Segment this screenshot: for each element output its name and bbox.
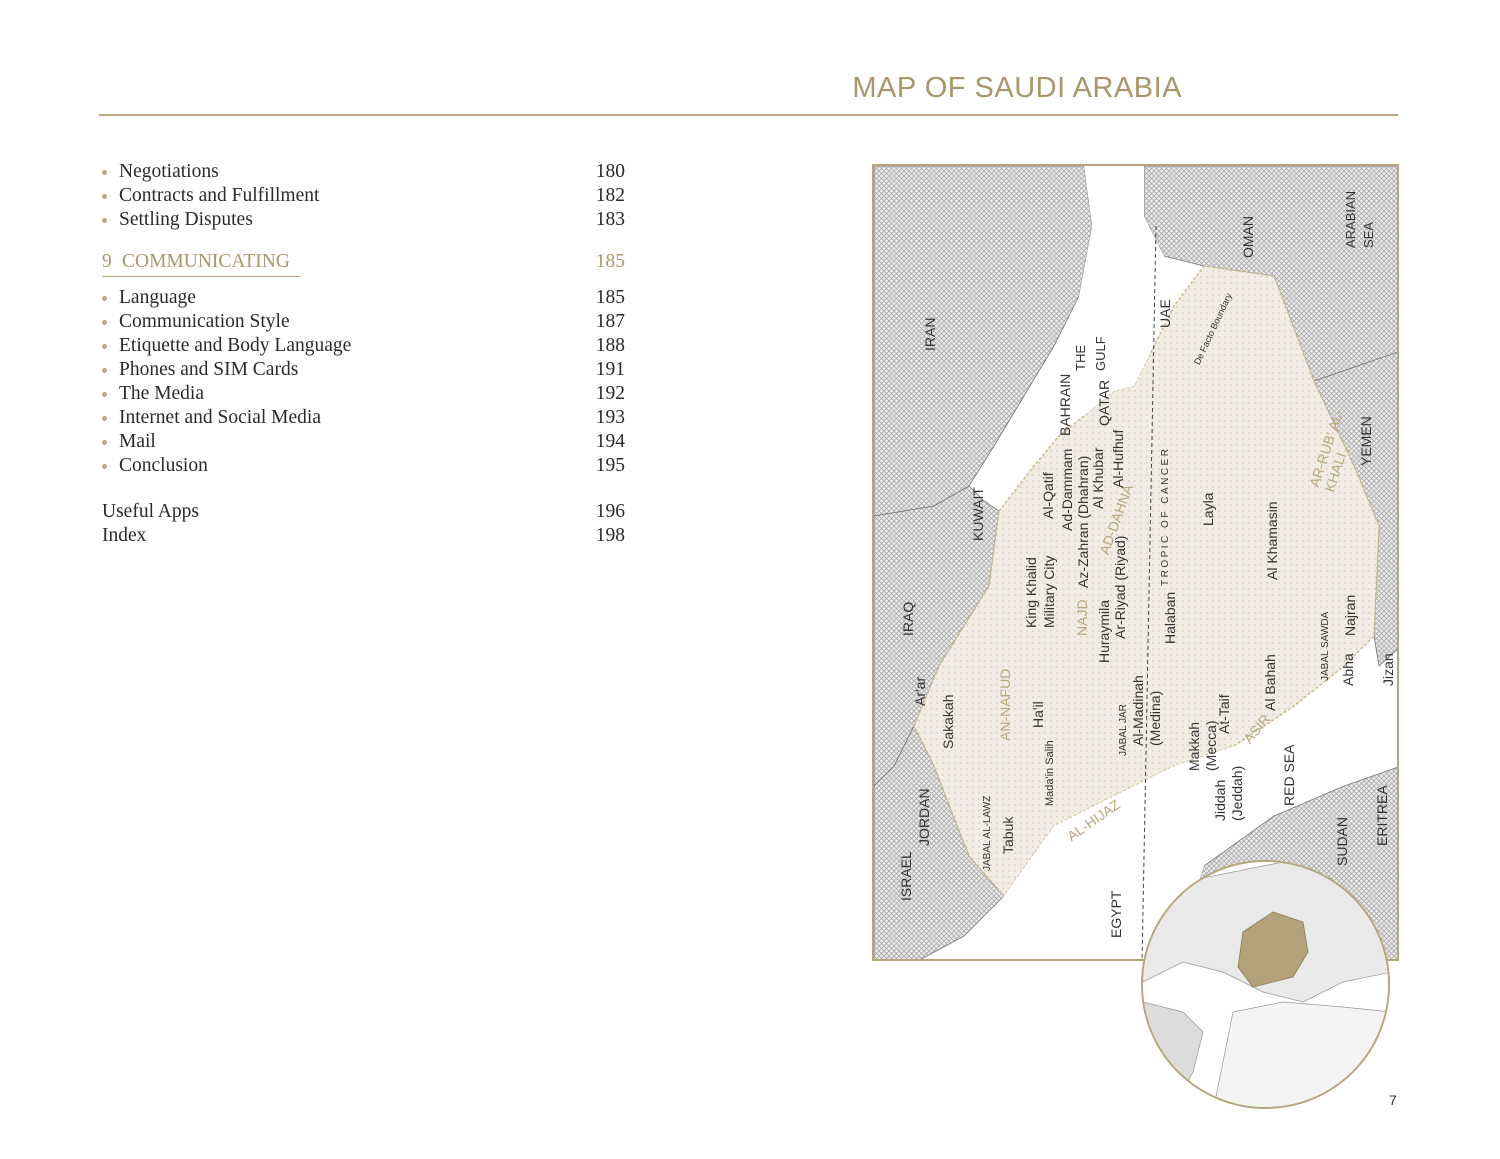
map-labels: [874, 166, 1399, 961]
map-label-madain-salih: Mada'in Salih: [1044, 740, 1056, 806]
toc-item[interactable]: [102, 208, 627, 232]
map-label-layla: Layla: [1200, 492, 1216, 526]
toc-item[interactable]: [102, 500, 627, 524]
map-label-ad-dammam: Ad-Dammam: [1059, 448, 1075, 531]
bullet-icon: [102, 368, 107, 373]
toc-item-label: Useful Apps: [102, 501, 199, 522]
map-label-arabian-sea: ARABIAN SEA: [1343, 190, 1376, 248]
bullet-icon: [102, 392, 107, 397]
toc-item-page: 193: [595, 407, 625, 428]
map-label-qatar: QATAR: [1096, 379, 1112, 426]
page-number: 7: [1389, 1092, 1397, 1108]
bullet-icon: [102, 320, 107, 325]
map-label-sakakah: Sakakah: [940, 694, 956, 749]
bullet-icon: [102, 344, 107, 349]
toc-item[interactable]: [102, 310, 627, 334]
map-label-az-zahran: Az-Zahran (Dhahran): [1075, 455, 1091, 588]
map-label-jabal-jar: JABAL JAR: [1118, 704, 1129, 756]
toc-item-page: 191: [595, 359, 625, 380]
bullet-icon: [102, 464, 107, 469]
toc-item[interactable]: [102, 430, 627, 454]
table-of-contents: [102, 160, 627, 548]
bullet-icon: [102, 296, 107, 301]
page-title: MAP OF SAUDI ARABIA: [852, 72, 1182, 104]
map-label-jizan: Jizan: [1380, 653, 1396, 686]
locator-globe: [1141, 860, 1390, 1109]
map-of-saudi-arabia: [872, 164, 1399, 961]
map-label-tropic-of-cancer: TROPIC OF CANCER: [1160, 446, 1171, 586]
toc-item-page: 185: [595, 287, 625, 308]
toc-item-page: 198: [595, 525, 625, 546]
chapter-heading[interactable]: [102, 248, 627, 276]
toc-item-label: The Media: [119, 383, 205, 404]
map-label-al-hijaz: AL-HIJAZ: [1064, 796, 1123, 845]
map-label-arar: Ar'ar: [912, 676, 928, 706]
map-label-red-sea: RED SEA: [1281, 744, 1297, 806]
map-label-kuwait: KUWAIT: [970, 487, 986, 541]
globe-land-3: [1213, 1002, 1390, 1109]
bullet-icon: [102, 440, 107, 445]
toc-item-page: 194: [595, 431, 625, 452]
map-label-abha: Abha: [1340, 653, 1356, 686]
toc-item[interactable]: [102, 524, 627, 548]
toc-item[interactable]: [102, 454, 627, 478]
bullet-icon: [102, 218, 107, 223]
map-label-al-hufhuf: Al-Hufhuf: [1110, 429, 1126, 488]
map-label-huraymila: Huraymila: [1096, 599, 1112, 663]
bullet-icon: [102, 194, 107, 199]
map-label-sudan: SUDAN: [1334, 816, 1350, 866]
toc-item-label: Settling Disputes: [119, 209, 253, 230]
map-label-the-gulf: THE GULF: [1073, 336, 1108, 371]
bullet-icon: [102, 416, 107, 421]
map-label-ar-rub-al-khali: AR-RUB' AL-KHALI: [1306, 406, 1349, 494]
map-label-al-qatif: Al-Qatif: [1040, 472, 1056, 519]
chapter-title: COMMUNICATING: [122, 251, 290, 272]
map-label-najran: Najran: [1342, 594, 1358, 636]
toc-item[interactable]: [102, 184, 627, 208]
map-label-de-facto-boundary: De Facto Boundary: [1192, 291, 1234, 367]
toc-item-label: Mail: [119, 431, 156, 452]
toc-item-page: 182: [595, 185, 625, 206]
toc-item[interactable]: [102, 160, 627, 184]
map-label-asir: ASIR: [1240, 710, 1274, 747]
map-label-jabal-al-lawz: JABAL AL-LAWZ: [982, 795, 993, 871]
toc-item[interactable]: [102, 358, 627, 382]
map-label-al-khubar: Al Khubar: [1090, 447, 1106, 509]
map-label-tabuk: Tabuk: [1000, 816, 1016, 854]
toc-item[interactable]: [102, 286, 627, 310]
map-label-makkah: Makkah (Mecca): [1186, 720, 1219, 771]
toc-item-page: 192: [595, 383, 625, 404]
toc-item[interactable]: [102, 334, 627, 358]
toc-item-page: 195: [595, 455, 625, 476]
toc-item-label: Etiquette and Body Language: [119, 335, 352, 356]
map-label-jiddah: Jiddah (Jeddah): [1212, 765, 1245, 821]
map-label-yemen: YEMEN: [1358, 416, 1374, 466]
toc-item-page: 188: [595, 335, 625, 356]
toc-item-label: Negotiations: [119, 161, 219, 182]
map-label-ar-riyad: Ar-Riyad (Riyad): [1112, 535, 1128, 639]
toc-item-label: Conclusion: [119, 455, 208, 476]
toc-item[interactable]: [102, 382, 627, 406]
toc-item-page: 196: [595, 501, 625, 522]
map-label-king-khalid: King Khalid Military City: [1023, 555, 1057, 628]
toc-item-label: Language: [119, 287, 196, 308]
bullet-icon: [102, 170, 107, 175]
title-rule: [99, 114, 1398, 116]
map-label-al-bahah: Al Bahah: [1262, 654, 1278, 711]
toc-item[interactable]: [102, 406, 627, 430]
map-label-hail: Ha'il: [1030, 701, 1046, 728]
chapter-number: 9: [102, 251, 112, 272]
map-label-at-taif: At-Taif: [1216, 694, 1232, 734]
toc-item-page: 183: [595, 209, 625, 230]
map-label-jabal-sawda: JABAL SAWDA: [1320, 611, 1331, 681]
map-label-bahrain: BAHRAIN: [1057, 373, 1073, 436]
toc-item-page: 180: [595, 161, 625, 182]
map-label-al-khamasin: Al Khamasin: [1264, 501, 1280, 580]
toc-item-label: Phones and SIM Cards: [119, 359, 299, 380]
map-label-al-madinah: Al-Madinah (Medina): [1130, 675, 1163, 746]
map-label-an-nafud: AN-NAFUD: [997, 668, 1013, 741]
toc-item-label: Internet and Social Media: [119, 407, 321, 428]
chapter-page: 185: [595, 251, 625, 272]
map-label-israel: ISRAEL: [898, 851, 914, 901]
map-label-egypt: EGYPT: [1108, 890, 1124, 938]
map-label-iran: IRAN: [922, 317, 938, 351]
map-label-jordan: JORDAN: [916, 788, 932, 846]
map-label-eritrea: ERITREA: [1374, 785, 1390, 846]
map-label-najd: NAJD: [1074, 599, 1090, 636]
toc-item-page: 187: [595, 311, 625, 332]
toc-item-label: Contracts and Fulfillment: [119, 185, 320, 206]
locator-globe-svg: [1143, 862, 1390, 1109]
toc-item-label: Communication Style: [119, 311, 290, 332]
map-label-iraq: IRAQ: [900, 601, 916, 636]
map-label-halaban: Halaban: [1162, 591, 1178, 644]
map-label-uae: UAE: [1157, 299, 1173, 328]
chapter-underline: [102, 276, 301, 277]
toc-item-label: Index: [102, 525, 147, 546]
map-label-oman: OMAN: [1240, 216, 1256, 258]
map-label-ad-dahna: AD-DAHNA: [1096, 482, 1137, 557]
